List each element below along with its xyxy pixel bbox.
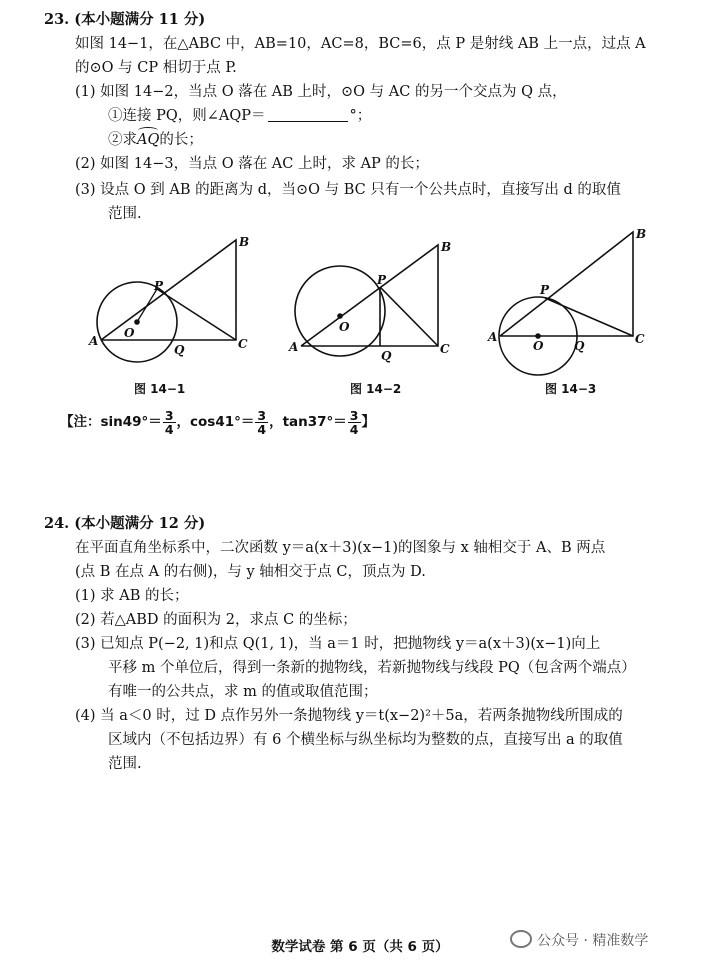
- q24-part4-cont-1: 区域内（不包括边界）有 6 个横坐标与纵坐标均为整数的点，直接写出 a 的取值: [108, 732, 623, 748]
- fraction-3-4: $\frac{3}{4}$: [349, 407, 359, 437]
- q24-part2: (2) 若△ABD 的面积为 2，求点 C 的坐标；: [75, 612, 357, 628]
- q23-part3: (3) 设点 O 到 AB 的距离为 d，当⊙O 与 BC 只有一个公共点时，直接写出 d 的取值: [75, 182, 621, 198]
- fig2-label-b: B: [441, 240, 452, 254]
- fig3-label-p: P: [540, 283, 550, 297]
- wechat-icon: [510, 930, 532, 948]
- q24-part3-cont-2: 有唯一的公共点，求 m 的值或取值范围；: [108, 684, 378, 700]
- q23-part3-cont: 范围.: [108, 206, 142, 222]
- fig1-caption: 图 14−1: [134, 382, 186, 396]
- q23-title: 23. (本小题满分 11 分): [44, 11, 206, 28]
- fig1-label-q: Q: [174, 343, 185, 357]
- fig2-label-q: Q: [381, 349, 392, 363]
- note-sep-2: ，tan37°＝: [269, 414, 347, 430]
- q24-part4: (4) 当 a＜0 时，过 D 点作另外一条抛物线 y＝t(x−2)²＋5a，若两条抛物线所围成的: [75, 708, 623, 724]
- fig3-label-c: C: [635, 332, 645, 346]
- fig3-label-a: A: [488, 330, 498, 344]
- fig1-label-c: C: [238, 337, 248, 351]
- q24-part3-cont-1: 平移 m 个单位后，得到一条新的抛物线，若新抛物线与线段 PQ（包含两个端点）: [108, 660, 636, 676]
- figures-14: [0, 225, 720, 385]
- q23-sub2-suffix: 的长；: [159, 132, 203, 148]
- fig2-label-c: C: [440, 342, 450, 356]
- q23-sub2: [108, 130, 203, 150]
- note-sep-1: ，cos41°＝: [176, 414, 255, 430]
- fig1-label-b: B: [239, 235, 250, 249]
- fraction-3-4: $\frac{3}{4}$: [257, 407, 267, 437]
- q23-sub1-prefix: ①连接 PQ，则∠AQP＝: [108, 108, 266, 124]
- fig1-radius-op: [137, 289, 157, 322]
- fig3-tangent-cp: [545, 298, 633, 336]
- fig2-label-p: P: [377, 273, 387, 287]
- fig1-label-o: O: [124, 326, 135, 340]
- watermark-text: 公众号 · 精准数学: [537, 933, 649, 949]
- note-close: 】: [361, 414, 375, 430]
- page-footer: 数学试卷 第 6 页（共 6 页）: [271, 939, 449, 955]
- q23-part1: (1) 如图 14−2，当点 O 落在 AB 上时，⊙O 与 AC 的另一个交点为 Q 点，: [75, 84, 567, 100]
- fig2-label-a: A: [289, 340, 299, 354]
- q24-line-2: (点 B 在点 A 的右侧)，与 y 轴相交于点 C，顶点为 D.: [75, 564, 426, 580]
- fig3-caption: 图 14−3: [545, 382, 597, 396]
- answer-blank: [268, 107, 348, 122]
- fig2-label-o: O: [339, 320, 350, 334]
- fig3-label-q: Q: [574, 339, 585, 353]
- fig2-caption: 图 14−2: [350, 382, 402, 396]
- q24-line-1: 在平面直角坐标系中，二次函数 y＝a(x＋3)(x−1)的图象与 x 轴相交于 A、B 两点: [75, 540, 606, 556]
- arc-aq: AQ: [137, 132, 160, 148]
- fig2-center: [338, 314, 342, 318]
- fig1-label-a: A: [89, 334, 99, 348]
- fig1-label-p: P: [154, 279, 164, 293]
- fig1-triangle: [101, 240, 236, 340]
- fig3-center: [536, 334, 540, 338]
- trig-note: [60, 408, 375, 436]
- fig2-circle: [295, 266, 385, 356]
- fig3-label-o: O: [533, 339, 544, 353]
- fig3-triangle: [500, 232, 633, 336]
- q24-part4-cont-2: 范围.: [108, 756, 142, 772]
- fraction-3-4: $\frac{3}{4}$: [164, 407, 174, 437]
- fig1-center: [135, 320, 139, 324]
- q24-part3: (3) 已知点 P(−2, 1)和点 Q(1, 1)，当 a＝1 时，把抛物线 y＝a(x＋3)(x−1)向上: [75, 636, 601, 652]
- q24-title: 24. (本小题满分 12 分): [44, 515, 206, 532]
- fig3-label-b: B: [636, 227, 647, 241]
- figure-14-2: [288, 240, 451, 363]
- q23-part2: (2) 如图 14−3，当点 O 落在 AC 上时，求 AP 的长；: [75, 156, 429, 172]
- fig2-tangent-cp: [380, 287, 438, 346]
- q23-sub1-suffix: °；: [349, 108, 372, 124]
- figure-14-1: [88, 235, 249, 362]
- q23-line-1: 如图 14−1，在△ABC 中，AB=10，AC=8，BC=6，点 P 是射线 AB 上一点，过点 A: [75, 36, 646, 52]
- fig2-triangle: [301, 245, 438, 346]
- q24-part1: (1) 求 AB 的长；: [75, 588, 189, 604]
- note-open: 【注：sin49°＝: [60, 414, 162, 430]
- q23-line-2: 的⊙O 与 CP 相切于点 P.: [75, 60, 237, 76]
- q23-sub2-prefix: ②求: [108, 132, 137, 148]
- fig1-tangent-cp: [157, 289, 236, 340]
- figure-14-3: [487, 227, 646, 375]
- q23-sub1: [108, 106, 371, 126]
- watermark: [510, 930, 648, 950]
